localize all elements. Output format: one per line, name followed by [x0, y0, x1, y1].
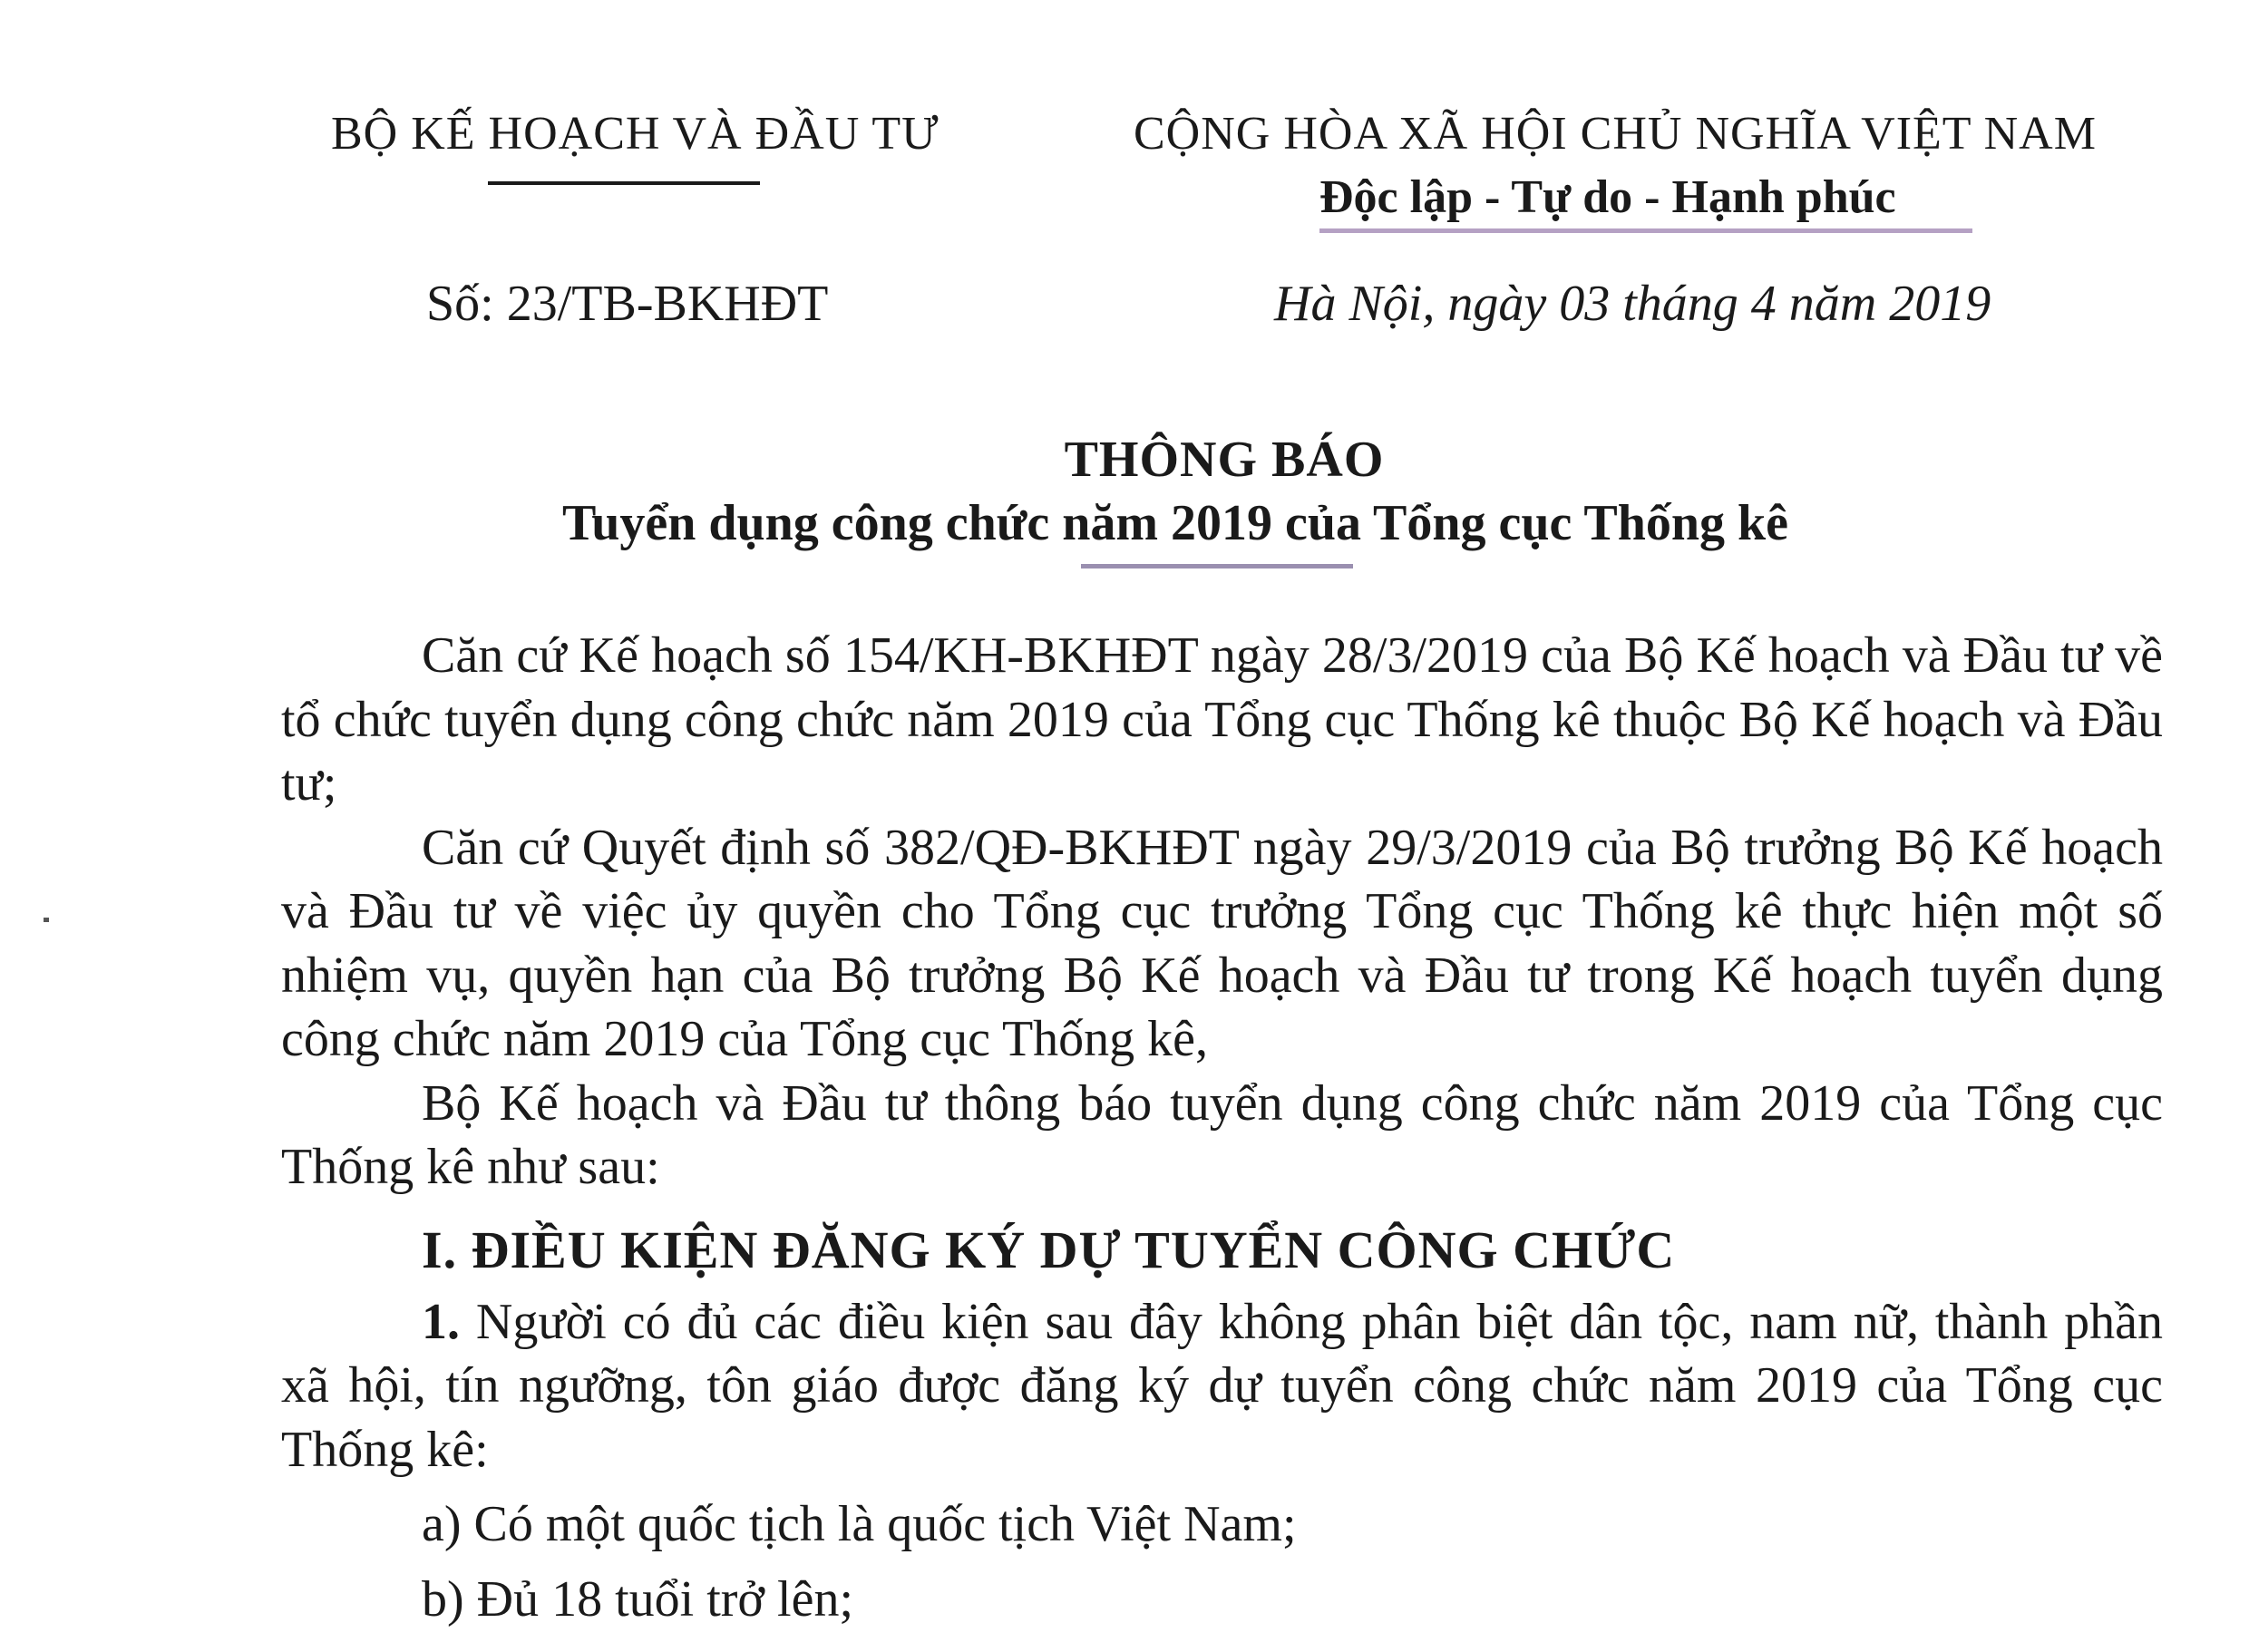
item-1-text: Người có đủ các điều kiện sau đây không phân biệt dân tộc, nam nữ, thành phần xã hội, tín ngưỡng, tôn giáo được đăng ký dự tuyển công chức năm 2019 của Tổng cục Thống kê: [281, 1293, 2163, 1478]
place-and-date: Hà Nội, ngày 03 tháng 4 năm 2019 [1274, 276, 1991, 332]
paragraph-basis-plan: Căn cứ Kế hoạch số 154/KH-BKHĐT ngày 28/3/2019 của Bộ Kế hoạch và Đầu tư về tổ chức tuyển dụng công chức năm 2019 của Tổng cục Thống kê thuộc Bộ Kế hoạch và Đầu tư; [281, 627, 2163, 811]
document-subtitle: Tuyển dụng công chức năm 2019 của Tổng cục Thống kê [562, 495, 1789, 551]
item-1-number: 1. [422, 1293, 460, 1350]
ministry-underline [488, 181, 760, 185]
motto-underline [1319, 228, 1972, 233]
paragraph-basis-decision: Căn cứ Quyết định số 382/QĐ-BKHĐT ngày 29/3/2019 của Bộ trưởng Bộ Kế hoạch và Đầu tư về việc ủy quyền cho Tổng cục trưởng Tổng cục Thống kê thực hiện một số nhiệm vụ, quyền hạn của Bộ trưởng Bộ Kế hoạch và Đầu tư trong Kế hoạch tuyển dụng công chức năm 2019 của Tổng cục Thống kê, [281, 819, 2163, 1067]
national-motto: Độc lập - Tự do - Hạnh phúc [1319, 171, 1896, 223]
document-number: Số: 23/TB-BKHĐT [426, 276, 829, 332]
republic-name: CỘNG HÒA XÃ HỘI CHỦ NGHĨA VIỆT NAM [1134, 108, 2097, 160]
item-b: b) Đủ 18 tuổi trở lên; [422, 1570, 853, 1628]
item-1 [281, 1290, 2163, 1482]
ministry-name: BỘ KẾ HOẠCH VÀ ĐẦU TƯ [331, 108, 940, 160]
document-body [281, 624, 2163, 1631]
item-a: a) Có một quốc tịch là quốc tịch Việt Nam; [422, 1496, 1297, 1552]
section-heading-conditions: I. ĐIỀU KIỆN ĐĂNG KÝ DỰ TUYỂN CÔNG CHỨC [422, 1220, 1676, 1279]
document-title: THÔNG BÁO [1064, 432, 1385, 488]
scan-speck [44, 918, 49, 922]
paragraph-announcement: Bộ Kế hoạch và Đầu tư thông báo tuyển dụng công chức năm 2019 của Tổng cục Thống kê như sau: [281, 1074, 2163, 1195]
subtitle-underline [1081, 564, 1353, 568]
